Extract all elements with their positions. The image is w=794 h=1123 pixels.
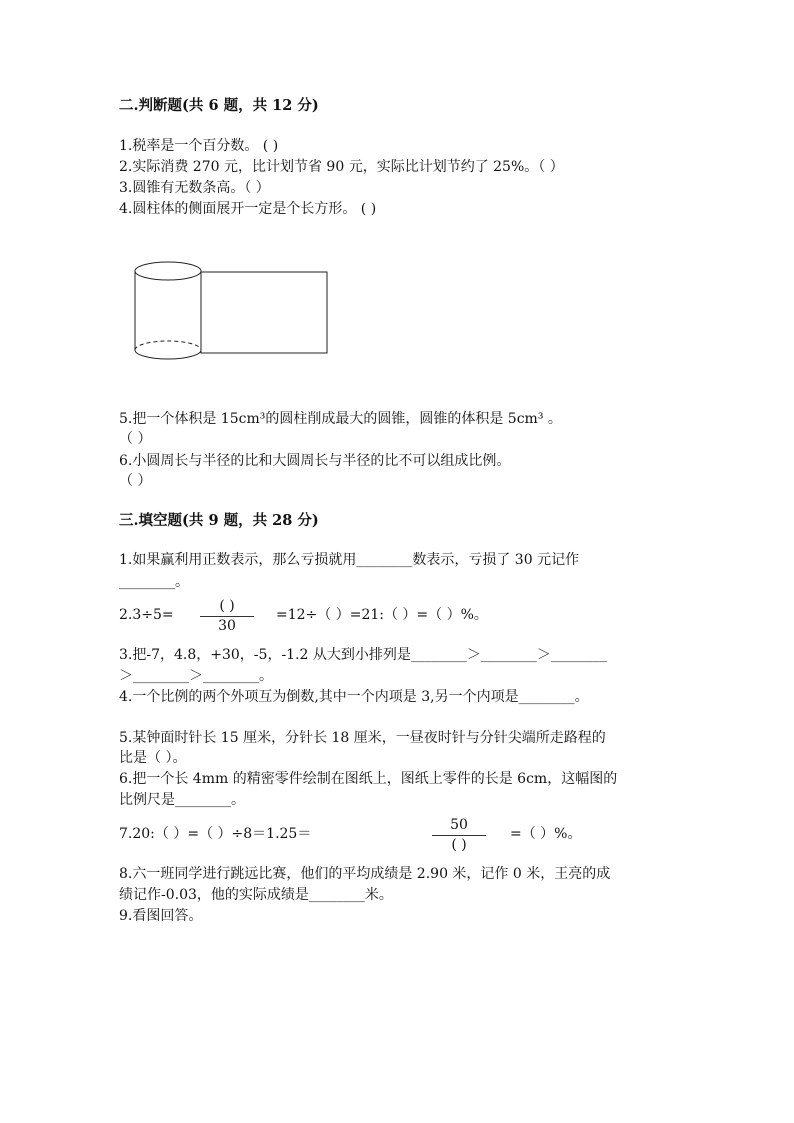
fill-question-7-prefix: 7.20:（ ）=（ ）÷8＝1.25＝ [119,826,312,842]
fill-question-4: 4.一个比例的两个外项互为倒数,其中一个内项是 3,另一个内项是________。 [119,689,589,705]
fraction-bar [432,835,486,836]
judge-question-3: 3.圆锥有无数条高。（ ） [119,180,270,196]
judge-question-5-paren: （ ） [119,431,152,447]
fraction-numerator: ( ) [219,598,235,614]
section-3-title: 三.填空题(共 9 题，共 28 分) [119,512,319,529]
fraction-denominator: 30 [218,618,236,634]
judge-question-5: 5.把一个体积是 15cm³的圆柱削成最大的圆锥，圆锥的体积是 5cm³ 。 [119,411,562,427]
fraction-numerator: 50 [450,817,468,833]
fill-question-1-line1: 1.如果赢利用正数表示，那么亏损就用________数表示，亏损了 30 元记作 [119,552,580,568]
judge-question-6-paren: （ ） [119,473,152,489]
fill-question-2-fraction [200,599,254,634]
section-2-title: 二.判断题(共 6 题，共 12 分) [119,97,319,114]
judge-question-6: 6.小圆周长与半径的比和大圆周长与半径的比不可以组成比例。 [119,453,511,469]
fill-question-5-line1: 5.某钟面时针长 15 厘米，分针长 18 厘米，一昼夜时针与分针尖端所走路程的 [119,730,606,746]
fill-question-6-line2: 比例尺是________。 [119,792,245,808]
fill-question-6-line1: 6.把一个长 4mm 的精密零件绘制在图纸上，图纸上零件的长是 6cm，这幅图的 [119,771,618,787]
judge-question-4: 4.圆柱体的侧面展开一定是个长方形。 ( ) [119,201,377,217]
fill-question-7-fraction [432,818,486,853]
fraction-bar [200,616,254,617]
fraction-denominator: ( ) [451,837,467,853]
fill-question-8-line1: 8.六一班同学进行跳远比赛，他们的平均成绩是 2.90 米，记作 0 米，王亮的成 [119,866,611,882]
fill-question-2-suffix: =12÷（ ）=21:（ ）=（ ）%。 [276,607,488,623]
fill-question-7-suffix: =（ ）%。 [510,826,582,842]
fill-question-9: 9.看图回答。 [119,908,203,924]
fill-question-5-line2: 比是（ ）。 [119,750,187,766]
fill-question-1-line2: ________。 [119,574,189,590]
judge-question-2: 2.实际消费 270 元，比计划节省 90 元，实际比计划节约了 25%。（ ） [119,159,564,175]
fill-question-3-line2: ＞________＞________。 [119,668,273,684]
fill-question-3-line1: 3.把-7，4.8，+30，-5，-1.2 从大到小排列是________＞________＞________ [119,647,607,663]
judge-question-1: 1.税率是一个百分数。 ( ) [119,138,279,154]
fill-question-8-line2: 绩记作-0.03，他的实际成绩是________米。 [119,887,393,903]
fill-question-2-prefix: 2.3÷5= [119,607,174,623]
cylinder-unfold-figure [130,255,335,367]
